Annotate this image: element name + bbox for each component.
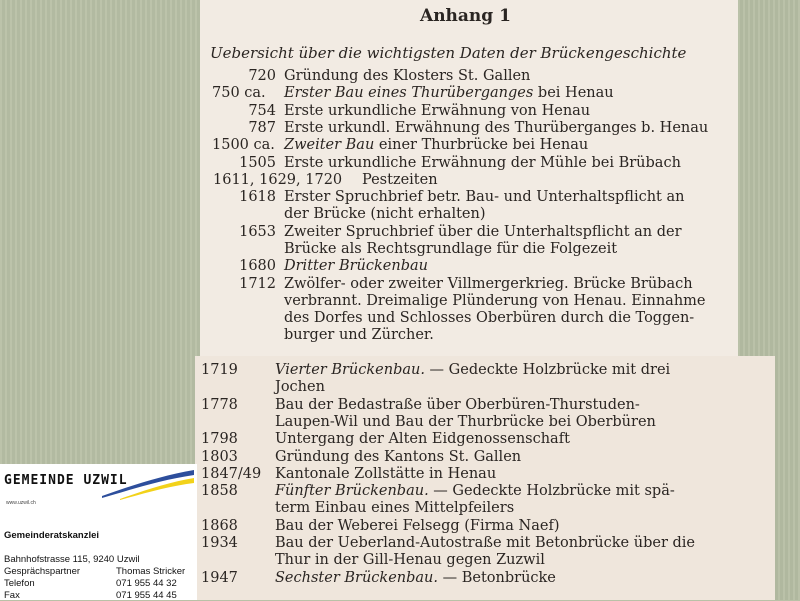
entry-year: 1653 [239, 223, 276, 240]
entry-year: 1500 ca. [212, 137, 275, 154]
entry-year: 1611, 1629, 1720 [213, 171, 343, 188]
entry-year: 720 [248, 68, 276, 84]
phone-number: 071 955 44 32 [116, 578, 177, 589]
entry-year: 1847/49 [201, 465, 262, 482]
entry-text-line: Erster Bau eines Thurüberganges bei Henau [284, 85, 614, 102]
entry-year: 1947 [201, 569, 238, 586]
entry-text-line: Gründung des Kantons St. Gallen [275, 448, 522, 465]
entry-year: 1858 [201, 483, 238, 500]
entry-text-line: der Brücke (nicht erhalten) [284, 206, 486, 223]
entry-text-line: des Dorfes und Schlosses Oberbüren durch die Toggen- [284, 310, 695, 327]
phone-label: Telefon [4, 578, 35, 589]
entry-text-line: term Einbau eines Mittelpfeilers [275, 500, 515, 517]
letterhead-card [0, 464, 197, 600]
entry-text-line: Zwölfer- oder zweiter Villmergerkrieg. Brücke Brübach [284, 275, 693, 292]
entry-text-line: Untergang der Alten Eidgenossenschaft [275, 431, 570, 448]
entry-year: 1868 [201, 517, 238, 534]
entry-text-line: Zweiter Bau einer Thurbrücke bei Henau [284, 137, 589, 154]
entry-text-line: Laupen-Wil und Bau der Thurbrücke bei Oberbüren [275, 413, 656, 430]
contact-name: Thomas Stricker [116, 566, 186, 577]
entry-year: 1505 [239, 154, 276, 171]
entry-text-line: Erste urkundliche Erwähnung der Mühle bei Brübach [284, 154, 681, 171]
entry-text-line: Thur in der Gill-Henau gegen Zuzwil [275, 552, 545, 569]
entry-text-line: Zweiter Spruchbrief über die Unterhaltspflicht an der [284, 223, 682, 240]
entry-year: 1618 [239, 189, 276, 206]
contact-label: Gesprächspartner [4, 566, 81, 577]
entry-text-line: Erster Spruchbrief betr. Bau- und Unterhaltspflicht an [284, 189, 685, 206]
document-subtitle: Uebersicht über die wichtigsten Daten der Brückengeschichte [210, 44, 687, 62]
entry-text-line: Kantonale Zollstätte in Henau [275, 465, 497, 482]
entry-year: 1778 [201, 396, 238, 413]
entry-year: 750 ca. [212, 85, 266, 102]
entry-text-line: burger und Zürcher. [284, 327, 434, 344]
fax-label: Fax [4, 590, 20, 601]
entry-text-line: Sechster Brückenbau. — Betonbrücke [275, 569, 556, 586]
entry-text-line: Brücke als Rechtsgrundlage für die Folgezeit [284, 240, 618, 257]
entry-year: 1798 [201, 431, 238, 448]
entry-text-line: Dritter Brückenbau [284, 258, 428, 275]
entry-text-line: Bau der Bedastraße über Oberbüren-Thurstuden- [275, 396, 640, 413]
entry-year: 754 [248, 102, 276, 119]
entry-text-line: Jochen [275, 379, 325, 396]
fax-number: 071 955 44 45 [116, 590, 177, 601]
entry-text-line: verbrannt. Dreimalige Plünderung von Henau. Einnahme [284, 292, 706, 309]
entry-year: 1719 [201, 362, 238, 378]
entry-text-line: Bau der Ueberland-Autostraße mit Betonbrücke über die [275, 535, 695, 551]
entry-year: 1712 [239, 275, 276, 292]
entry-text-line: Gründung des Klosters St. Gallen [284, 68, 531, 84]
entry-text-line: Vierter Brückenbau. — Gedeckte Holzbrücke mit drei [275, 362, 671, 378]
entry-year: 787 [248, 119, 276, 136]
entry-text-line: Erste urkundl. Erwähnung des Thurüberganges b. Henau [284, 119, 709, 136]
entry-year: 1934 [201, 535, 238, 551]
entry-text-line: Bau der Weberei Felsegg (Firma Naef) [275, 517, 560, 534]
website-url: www.uzwil.ch [6, 500, 36, 506]
logo-wordmark: GEMEINDE UZWIL [4, 473, 128, 488]
entry-year: 1680 [239, 258, 276, 275]
document-title: Anhang 1 [420, 6, 511, 26]
logo-swoosh-icon [100, 466, 195, 500]
entry-text-line: Fünfter Brückenbau. — Gedeckte Holzbrücke mit spä- [275, 483, 675, 500]
entry-text-line: Pestzeiten [362, 171, 438, 188]
entry-year: 1803 [201, 448, 238, 465]
address-line: Bahnhofstrasse 115, 9240 Uzwil [4, 554, 140, 565]
entry-text-line: Erste urkundliche Erwähnung von Henau [284, 102, 591, 119]
office-name: Gemeinderatskanzlei [4, 530, 100, 541]
